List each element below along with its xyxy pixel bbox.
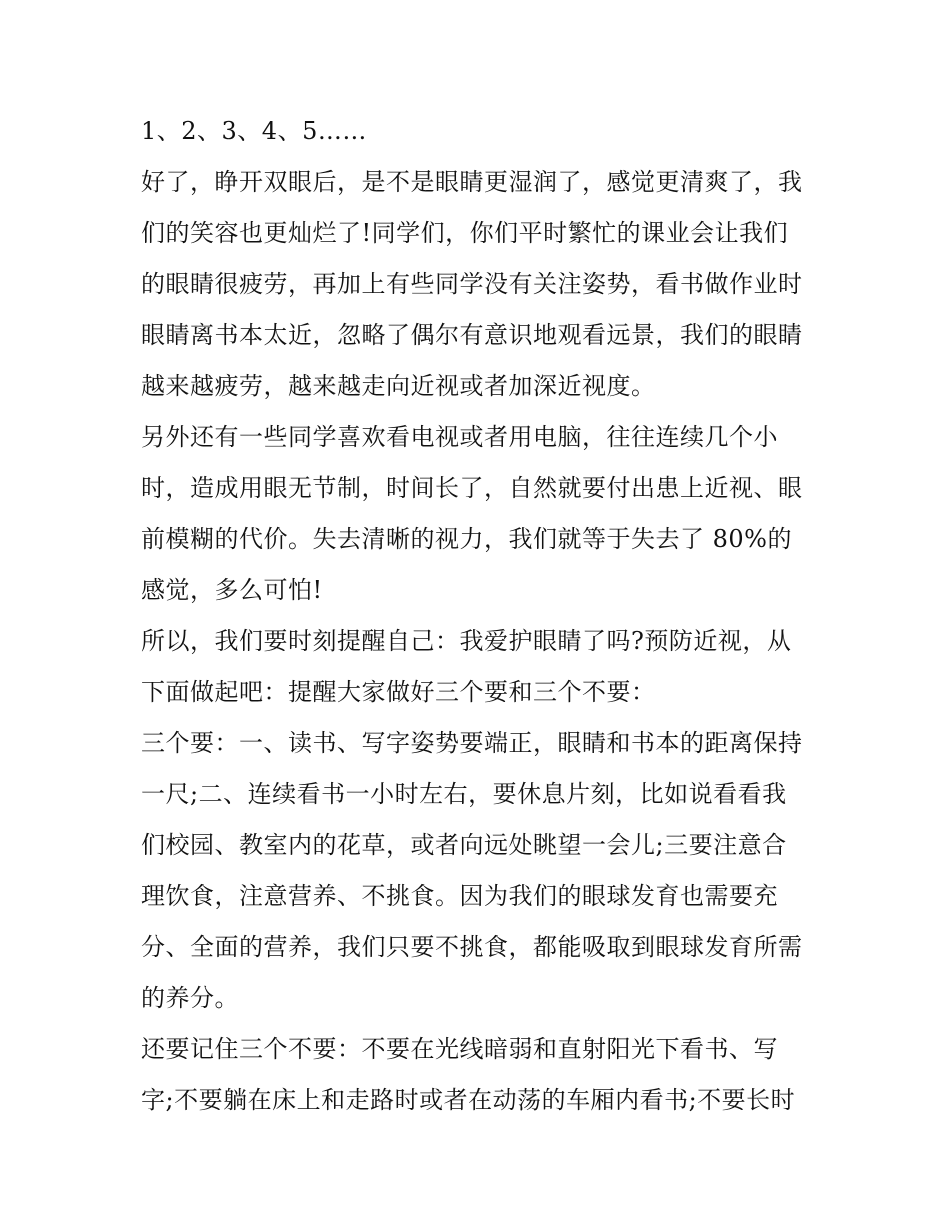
- text-line: 分、全面的营养，我们只要不挑食，都能吸取到眼球发育所需: [141, 933, 803, 961]
- text-line: 字;不要躺在床上和走路时或者在动荡的车厢内看书;不要长时: [141, 1086, 796, 1114]
- text-line: 还要记住三个不要：不要在光线暗弱和直射阳光下看书、写: [141, 1035, 778, 1063]
- text-line: 前模糊的代价。失去清晰的视力，我们就等于失去了 80%的: [141, 525, 792, 553]
- text-line: 们的笑容也更灿烂了!同学们，你们平时繁忙的课业会让我们: [141, 219, 789, 247]
- text-line: 时，造成用眼无节制，时间长了，自然就要付出患上近视、眼: [141, 474, 803, 502]
- text-line: 们校园、教室内的花草，或者向远处眺望一会儿;三要注意合: [141, 831, 787, 859]
- document-body: [141, 106, 821, 1126]
- text-line: 的养分。: [141, 984, 239, 1012]
- text-line: 眼睛离书本太近，忽略了偶尔有意识地观看远景，我们的眼睛: [141, 321, 803, 349]
- text-line: 好了，睁开双眼后，是不是眼睛更湿润了，感觉更清爽了，我: [141, 168, 803, 196]
- text-line: 感觉，多么可怕!: [141, 576, 323, 604]
- text-line: 下面做起吧：提醒大家做好三个要和三个不要：: [141, 678, 656, 706]
- text-line: 三个要：一、读书、写字姿势要端正，眼睛和书本的距离保持: [141, 729, 803, 757]
- text-line: 越来越疲劳，越来越走向近视或者加深近视度。: [141, 372, 656, 400]
- text-line: 理饮食，注意营养、不挑食。因为我们的眼球发育也需要充: [141, 882, 778, 910]
- text-line: 的眼睛很疲劳，再加上有些同学没有关注姿势，看书做作业时: [141, 270, 803, 298]
- text-line: 另外还有一些同学喜欢看电视或者用电脑，往往连续几个小: [141, 423, 778, 451]
- text-line: 所以，我们要时刻提醒自己：我爱护眼睛了吗?预防近视，从: [141, 627, 792, 655]
- text-line: 一尺;二、连续看书一小时左右，要休息片刻，比如说看看我: [141, 780, 787, 808]
- text-line: 1、2、3、4、5……: [141, 117, 367, 145]
